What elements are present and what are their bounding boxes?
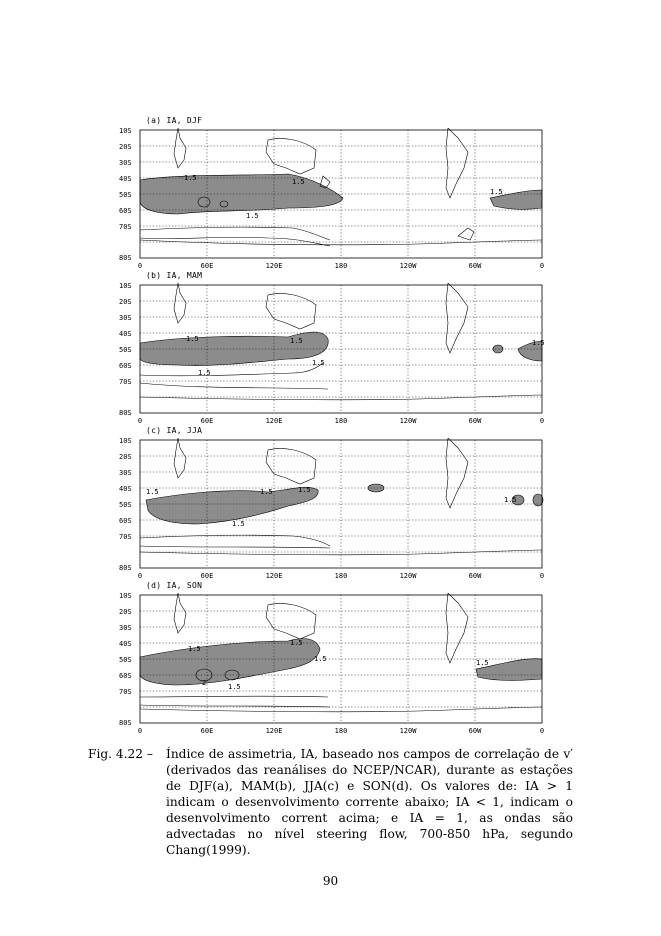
lat-tick: 20S (119, 143, 132, 151)
lat-tick: 30S (119, 159, 132, 167)
lon-tick: 60W (468, 727, 482, 735)
lon-tick: 120W (399, 262, 417, 270)
lat-tick: 20S (119, 453, 132, 461)
lat-tick: 20S (119, 608, 132, 616)
lat-tick: 10S (119, 128, 132, 135)
contour-label: 1.5 (246, 212, 259, 220)
contour-label: 1.5 (314, 655, 327, 663)
lon-labels (138, 727, 544, 735)
lat-tick: 20S (119, 298, 132, 306)
lat-tick: 70S (119, 223, 132, 231)
page-number: 90 (322, 874, 339, 888)
lat-labels (119, 593, 132, 727)
lat-tick: 50S (119, 191, 132, 199)
lon-tick: 120W (399, 727, 417, 735)
lat-tick: 30S (119, 624, 132, 632)
panel-title: (b) IA, MAM (146, 271, 203, 280)
lon-tick: 180 (334, 262, 348, 270)
contour-lines (140, 535, 330, 548)
lon-tick: 0 (539, 572, 545, 580)
lat-tick: 10S (119, 593, 132, 600)
lat-tick: 50S (119, 656, 132, 664)
lon-tick: 180 (334, 417, 348, 425)
lat-tick: 40S (119, 640, 132, 648)
lat-tick: 50S (119, 501, 132, 509)
contour-label: 1.5 (228, 683, 241, 691)
lat-tick: 80S (119, 254, 132, 262)
lon-tick: 60W (468, 262, 482, 270)
lon-tick: 60E (200, 417, 214, 425)
lat-tick: 40S (119, 175, 132, 183)
lat-tick: 70S (119, 688, 132, 696)
contour-lines (140, 363, 328, 389)
lon-tick: 60E (200, 727, 214, 735)
lon-labels (138, 417, 544, 425)
contour-label: 1.5 (532, 339, 545, 347)
map-panel-b (118, 283, 548, 433)
lat-tick: 50S (119, 346, 132, 354)
contour-label: 1.5 (232, 520, 245, 528)
lon-tick: 180 (334, 727, 348, 735)
lat-labels (119, 128, 132, 262)
lon-tick: 60E (200, 572, 214, 580)
contour-label: 2 (202, 679, 207, 687)
lat-tick: 80S (119, 564, 132, 572)
map-panel-c (118, 438, 548, 588)
map-panel-d (118, 593, 548, 743)
contour-label: 1.5 (312, 359, 325, 367)
contour-label: 1.5 (476, 659, 489, 667)
contour-label: 1.5 (186, 335, 199, 343)
lat-tick: 60S (119, 672, 132, 680)
contour-label: 1.5 (290, 337, 303, 345)
lon-tick: 0 (539, 727, 545, 735)
panel-title: (c) IA, JJA (146, 426, 203, 435)
map-panel-a (118, 128, 548, 278)
lon-tick: 60E (200, 262, 214, 270)
contour-label: 1.5 (198, 369, 211, 377)
lon-tick: 0 (539, 417, 545, 425)
lon-tick: 180 (334, 572, 348, 580)
contour-label: 1.5 (504, 496, 517, 504)
lat-tick: 60S (119, 207, 132, 215)
caption-text: Índice de assimetria, IA, baseado nos campos de correlação de v′ (derivados das reanálises do NCEP/NCAR), durante as estações de DJF(a), MAM(b), JJA(c) e SON(d). Os valores de: IA > 1 indicam o desenvolvimento corrente abaixo; IA < 1, indicam o desenvolvimento corrent acima; e IA = 1, as ondas são advectadas no nível steering flow, 700-850 hPa, segundo Chang(1999). (166, 747, 573, 857)
lat-tick: 10S (119, 283, 132, 290)
lon-labels (138, 262, 544, 270)
lat-tick: 60S (119, 362, 132, 370)
lat-tick: 40S (119, 485, 132, 493)
lon-tick: 120E (265, 262, 283, 270)
figure-number: Fig. 4.22 – (88, 747, 154, 761)
contour-label: 1.5 (292, 178, 305, 186)
lat-tick: 70S (119, 378, 132, 386)
lon-tick: 60W (468, 417, 482, 425)
lon-tick: 120W (399, 572, 417, 580)
lon-tick: 120E (265, 727, 283, 735)
lat-tick: 70S (119, 533, 132, 541)
lat-tick: 10S (119, 438, 132, 445)
lat-tick: 80S (119, 409, 132, 417)
contour-label: 1.5 (260, 488, 273, 496)
lon-tick: 0 (137, 572, 143, 580)
lon-labels (138, 572, 544, 580)
lat-tick: 80S (119, 719, 132, 727)
lat-tick: 40S (119, 330, 132, 338)
contour-label: 1.5 (188, 645, 201, 653)
panel-title: (d) IA, SON (146, 581, 203, 590)
contour-label: 1.5 (490, 188, 503, 196)
contour-label: 1.5 (184, 174, 197, 182)
lat-labels (119, 283, 132, 417)
lon-tick: 0 (137, 262, 143, 270)
lat-tick: 30S (119, 314, 132, 322)
lon-tick: 0 (137, 727, 143, 735)
lat-labels (119, 438, 132, 572)
contour-label: 1.5 (298, 486, 311, 494)
lon-tick: 120W (399, 417, 417, 425)
lon-tick: 0 (539, 262, 545, 270)
lon-tick: 120E (265, 572, 283, 580)
panel-title: (a) IA, DJF (146, 116, 203, 125)
lon-tick: 0 (137, 417, 143, 425)
lon-tick: 60W (468, 572, 482, 580)
lon-tick: 120E (265, 417, 283, 425)
contour-label: 1.5 (146, 488, 159, 496)
lat-tick: 30S (119, 469, 132, 477)
contour-label: 1.5 (290, 639, 303, 647)
lat-tick: 60S (119, 517, 132, 525)
